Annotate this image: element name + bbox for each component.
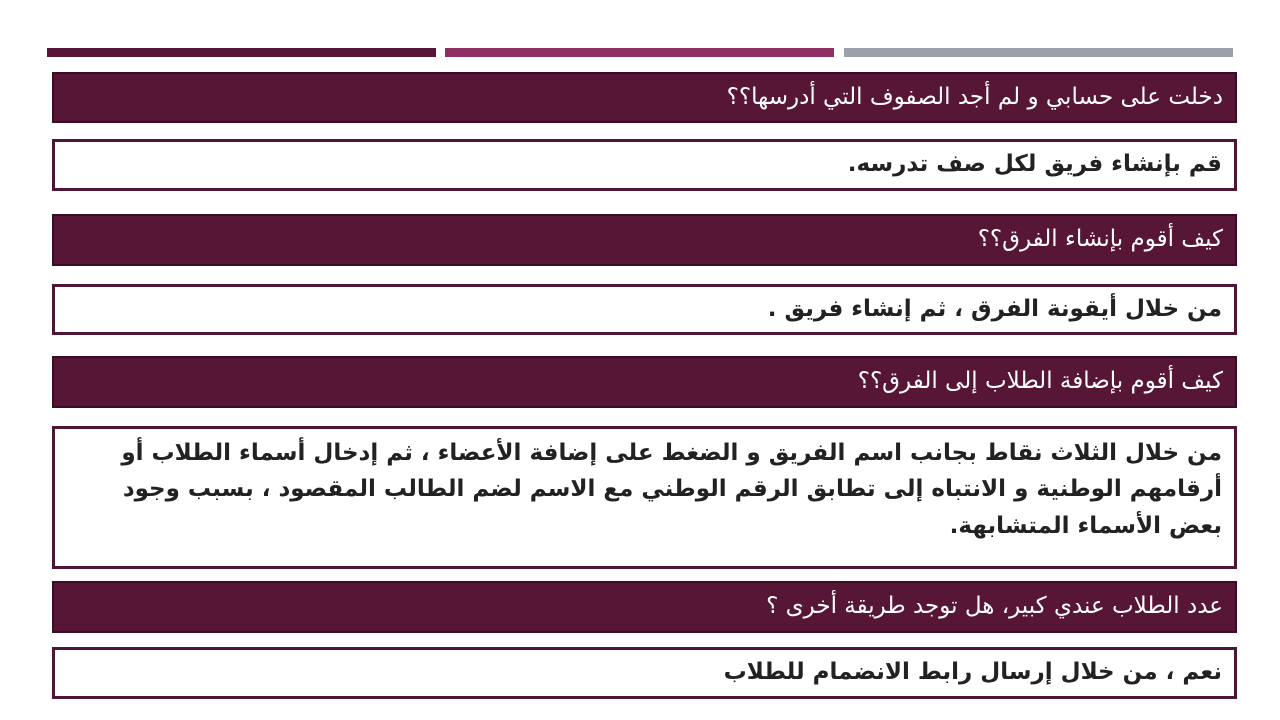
faq-answer-2-text: من خلال أيقونة الفرق ، ثم إنشاء فريق . xyxy=(767,295,1222,322)
faq-question-4-text: عدد الطلاب عندي كبير، هل توجد طريقة أخرى ؟ xyxy=(766,593,1223,620)
faq-question-4 xyxy=(52,581,1237,633)
faq-question-3 xyxy=(52,356,1237,408)
decor-bar-accent xyxy=(445,48,834,57)
faq-question-3-text: كيف أقوم بإضافة الطلاب إلى الفرق؟؟ xyxy=(857,368,1223,395)
faq-question-1 xyxy=(52,72,1237,123)
faq-question-2-text: كيف أقوم بإنشاء الفرق؟؟ xyxy=(977,226,1223,253)
faq-question-2 xyxy=(52,214,1237,266)
faq-answer-4-text: نعم ، من خلال إرسال رابط الانضمام للطلاب xyxy=(723,659,1222,686)
faq-answer-3-text: من خلال الثلاث نقاط بجانب اسم الفريق و الضغط على إضافة الأعضاء ، ثم إدخال أسماء الطلاب أو أرقامهم الوطنية و الانتباه إلى تطابق الرقم الوطني مع الاسم لضم الطالب المقصود ، بسبب وجود بعض الأسماء المتشابهة. xyxy=(121,440,1222,539)
faq-answer-2 xyxy=(52,284,1237,335)
faq-answer-1-text: قم بإنشاء فريق لكل صف تدرسه. xyxy=(847,151,1222,178)
faq-answer-3 xyxy=(52,426,1237,569)
faq-question-1-text: دخلت على حسابي و لم أجد الصفوف التي أدرسها؟؟ xyxy=(726,83,1223,110)
faq-answer-4 xyxy=(52,647,1237,699)
faq-answer-1 xyxy=(52,139,1237,191)
decor-bar-primary xyxy=(47,48,436,57)
decor-bar-gray xyxy=(844,48,1233,57)
